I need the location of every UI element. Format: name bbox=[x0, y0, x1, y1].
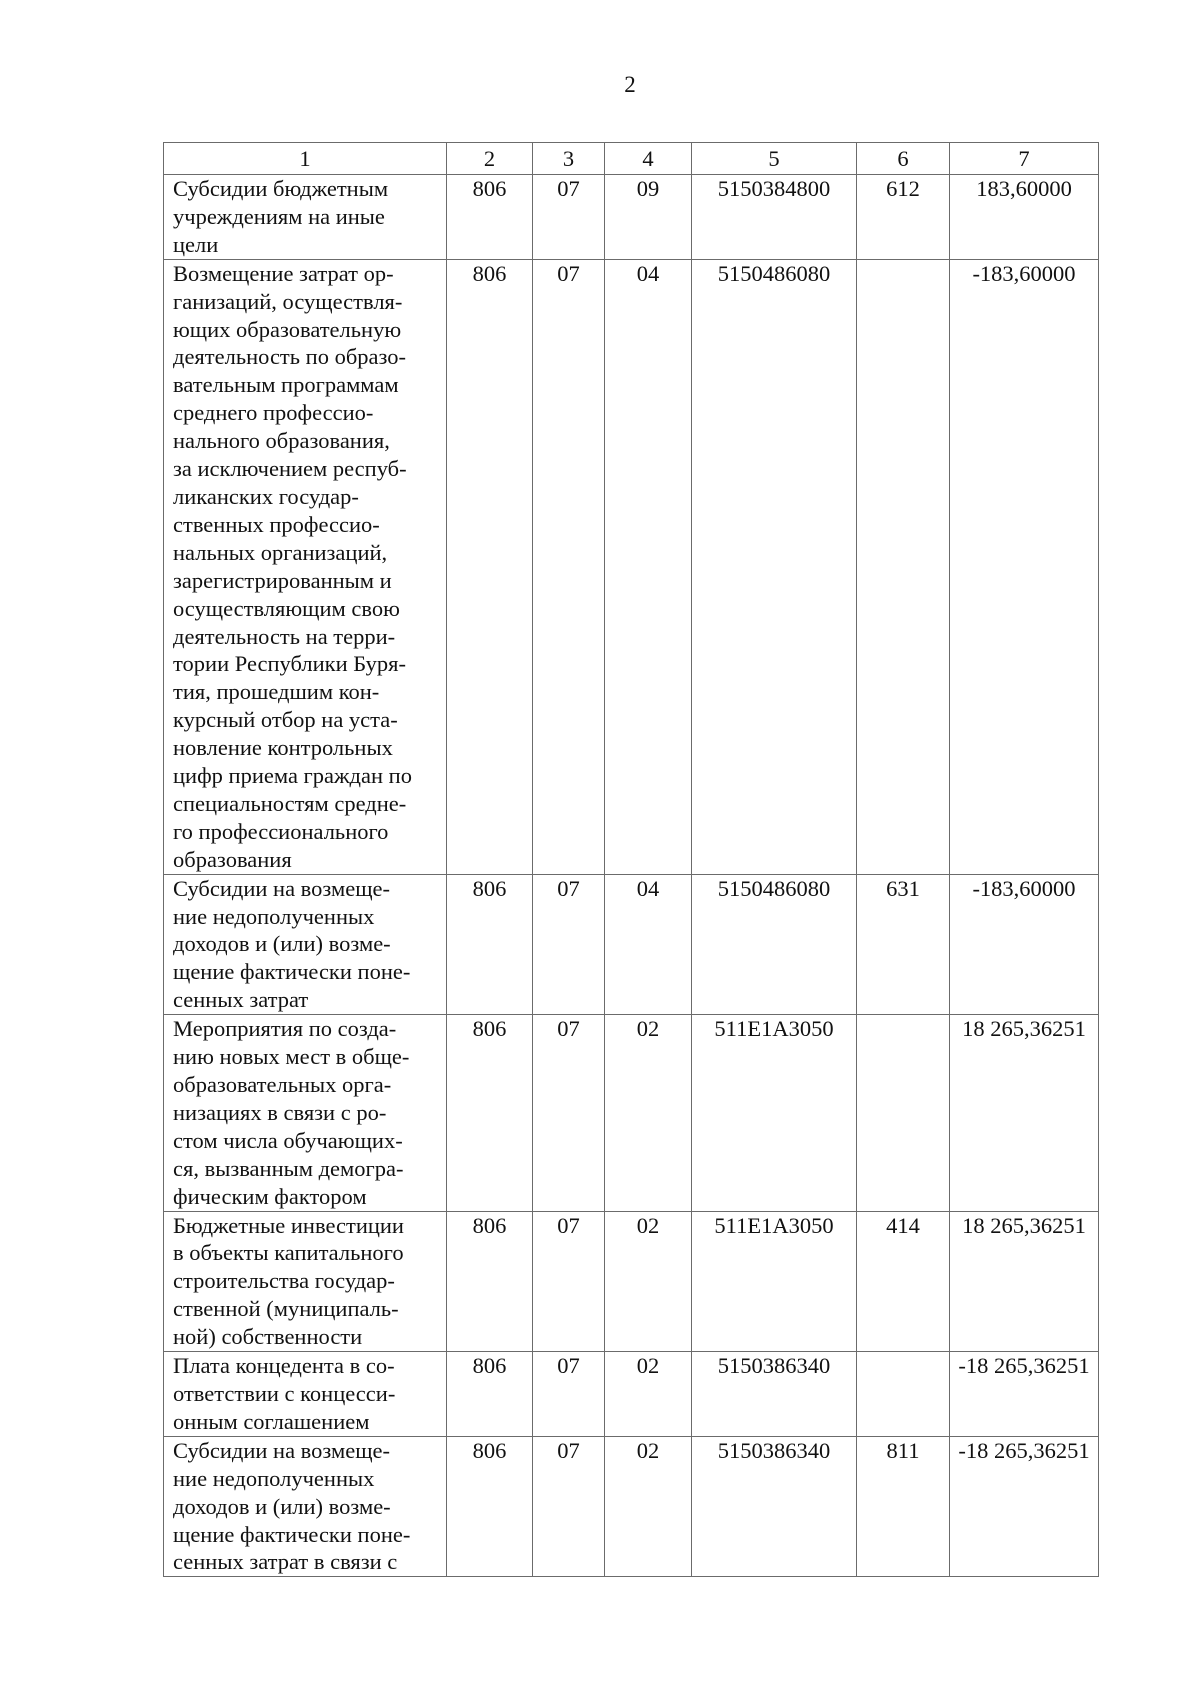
target-article-cell: 5150486080 bbox=[692, 259, 857, 874]
row-name-cell: Субсидии на возмеще- ние недополученных доходов и (или) возме- щение фактически поне- сенных затрат bbox=[164, 874, 447, 1015]
table-row bbox=[164, 259, 1099, 874]
subsection-cell: 04 bbox=[605, 259, 692, 874]
section-cell: 07 bbox=[533, 1211, 605, 1352]
expense-type-cell bbox=[857, 1352, 950, 1437]
table-row bbox=[164, 175, 1099, 260]
table-row bbox=[164, 1015, 1099, 1211]
table-row bbox=[164, 1352, 1099, 1437]
row-name-cell: Субсидии бюджетным учреждениям на иные цели bbox=[164, 175, 447, 260]
table-body bbox=[164, 175, 1099, 1577]
amount-cell: -18 265,36251 bbox=[950, 1436, 1099, 1577]
admin-code-cell: 806 bbox=[447, 175, 533, 260]
admin-code-cell: 806 bbox=[447, 1211, 533, 1352]
subsection-cell: 02 bbox=[605, 1352, 692, 1437]
expense-type-cell bbox=[857, 1015, 950, 1211]
column-header-3: 3 bbox=[533, 143, 605, 175]
table-row bbox=[164, 1211, 1099, 1352]
column-header-7: 7 bbox=[950, 143, 1099, 175]
table-row bbox=[164, 1436, 1099, 1577]
expense-type-cell: 612 bbox=[857, 175, 950, 260]
expense-type-cell: 811 bbox=[857, 1436, 950, 1577]
header-row bbox=[164, 143, 1099, 175]
section-cell: 07 bbox=[533, 259, 605, 874]
section-cell: 07 bbox=[533, 1352, 605, 1437]
table-header bbox=[164, 143, 1099, 175]
row-name-cell: Бюджетные инвестиции в объекты капитального строительства государ- ственной (муниципаль- ной) собственности bbox=[164, 1211, 447, 1352]
subsection-cell: 02 bbox=[605, 1015, 692, 1211]
amount-cell: 18 265,36251 bbox=[950, 1015, 1099, 1211]
expense-type-cell: 631 bbox=[857, 874, 950, 1015]
row-name-cell: Субсидии на возмеще- ние недополученных доходов и (или) возме- щение фактически поне- сенных затрат в связи с bbox=[164, 1436, 447, 1577]
section-cell: 07 bbox=[533, 175, 605, 260]
section-cell: 07 bbox=[533, 874, 605, 1015]
amount-cell: 183,60000 bbox=[950, 175, 1099, 260]
row-name-cell: Возмещение затрат ор- ганизаций, осуществля- ющих образовательную деятельность по образо- вательным программам среднего профессио- нального образования, за исключением респуб- ликанских государ- ственных профессио- нальных организаций, зарегистрированным и осуществляющим свою деятельность на терри- тории Республики Буря- тия, прошедшим кон- курсный отбор на уста- новление контрольных цифр приема граждан по специальностям средне- го профессионального образования bbox=[164, 259, 447, 874]
subsection-cell: 02 bbox=[605, 1436, 692, 1577]
target-article-cell: 5150384800 bbox=[692, 175, 857, 260]
amount-cell: -183,60000 bbox=[950, 259, 1099, 874]
column-header-6: 6 bbox=[857, 143, 950, 175]
expense-type-cell: 414 bbox=[857, 1211, 950, 1352]
amount-cell: -183,60000 bbox=[950, 874, 1099, 1015]
target-article-cell: 5150486080 bbox=[692, 874, 857, 1015]
admin-code-cell: 806 bbox=[447, 1436, 533, 1577]
table-row bbox=[164, 874, 1099, 1015]
row-name-cell: Плата концедента в со- ответствии с концесси- онным соглашением bbox=[164, 1352, 447, 1437]
column-header-2: 2 bbox=[447, 143, 533, 175]
column-header-1: 1 bbox=[164, 143, 447, 175]
page-number: 2 bbox=[624, 72, 636, 97]
column-header-4: 4 bbox=[605, 143, 692, 175]
admin-code-cell: 806 bbox=[447, 874, 533, 1015]
amount-cell: -18 265,36251 bbox=[950, 1352, 1099, 1437]
target-article-cell: 5150386340 bbox=[692, 1352, 857, 1437]
target-article-cell: 511E1A3050 bbox=[692, 1015, 857, 1211]
budget-table bbox=[163, 142, 1099, 1577]
admin-code-cell: 806 bbox=[447, 1352, 533, 1437]
section-cell: 07 bbox=[533, 1436, 605, 1577]
admin-code-cell: 806 bbox=[447, 1015, 533, 1211]
amount-cell: 18 265,36251 bbox=[950, 1211, 1099, 1352]
row-name-cell: Мероприятия по созда- нию новых мест в обще- образовательных орга- низациях в связи с ро- стом числа обучающих- ся, вызванным демогра- фическим фактором bbox=[164, 1015, 447, 1211]
expense-type-cell bbox=[857, 259, 950, 874]
admin-code-cell: 806 bbox=[447, 259, 533, 874]
section-cell: 07 bbox=[533, 1015, 605, 1211]
subsection-cell: 04 bbox=[605, 874, 692, 1015]
subsection-cell: 02 bbox=[605, 1211, 692, 1352]
column-header-5: 5 bbox=[692, 143, 857, 175]
subsection-cell: 09 bbox=[605, 175, 692, 260]
target-article-cell: 5150386340 bbox=[692, 1436, 857, 1577]
target-article-cell: 511E1A3050 bbox=[692, 1211, 857, 1352]
